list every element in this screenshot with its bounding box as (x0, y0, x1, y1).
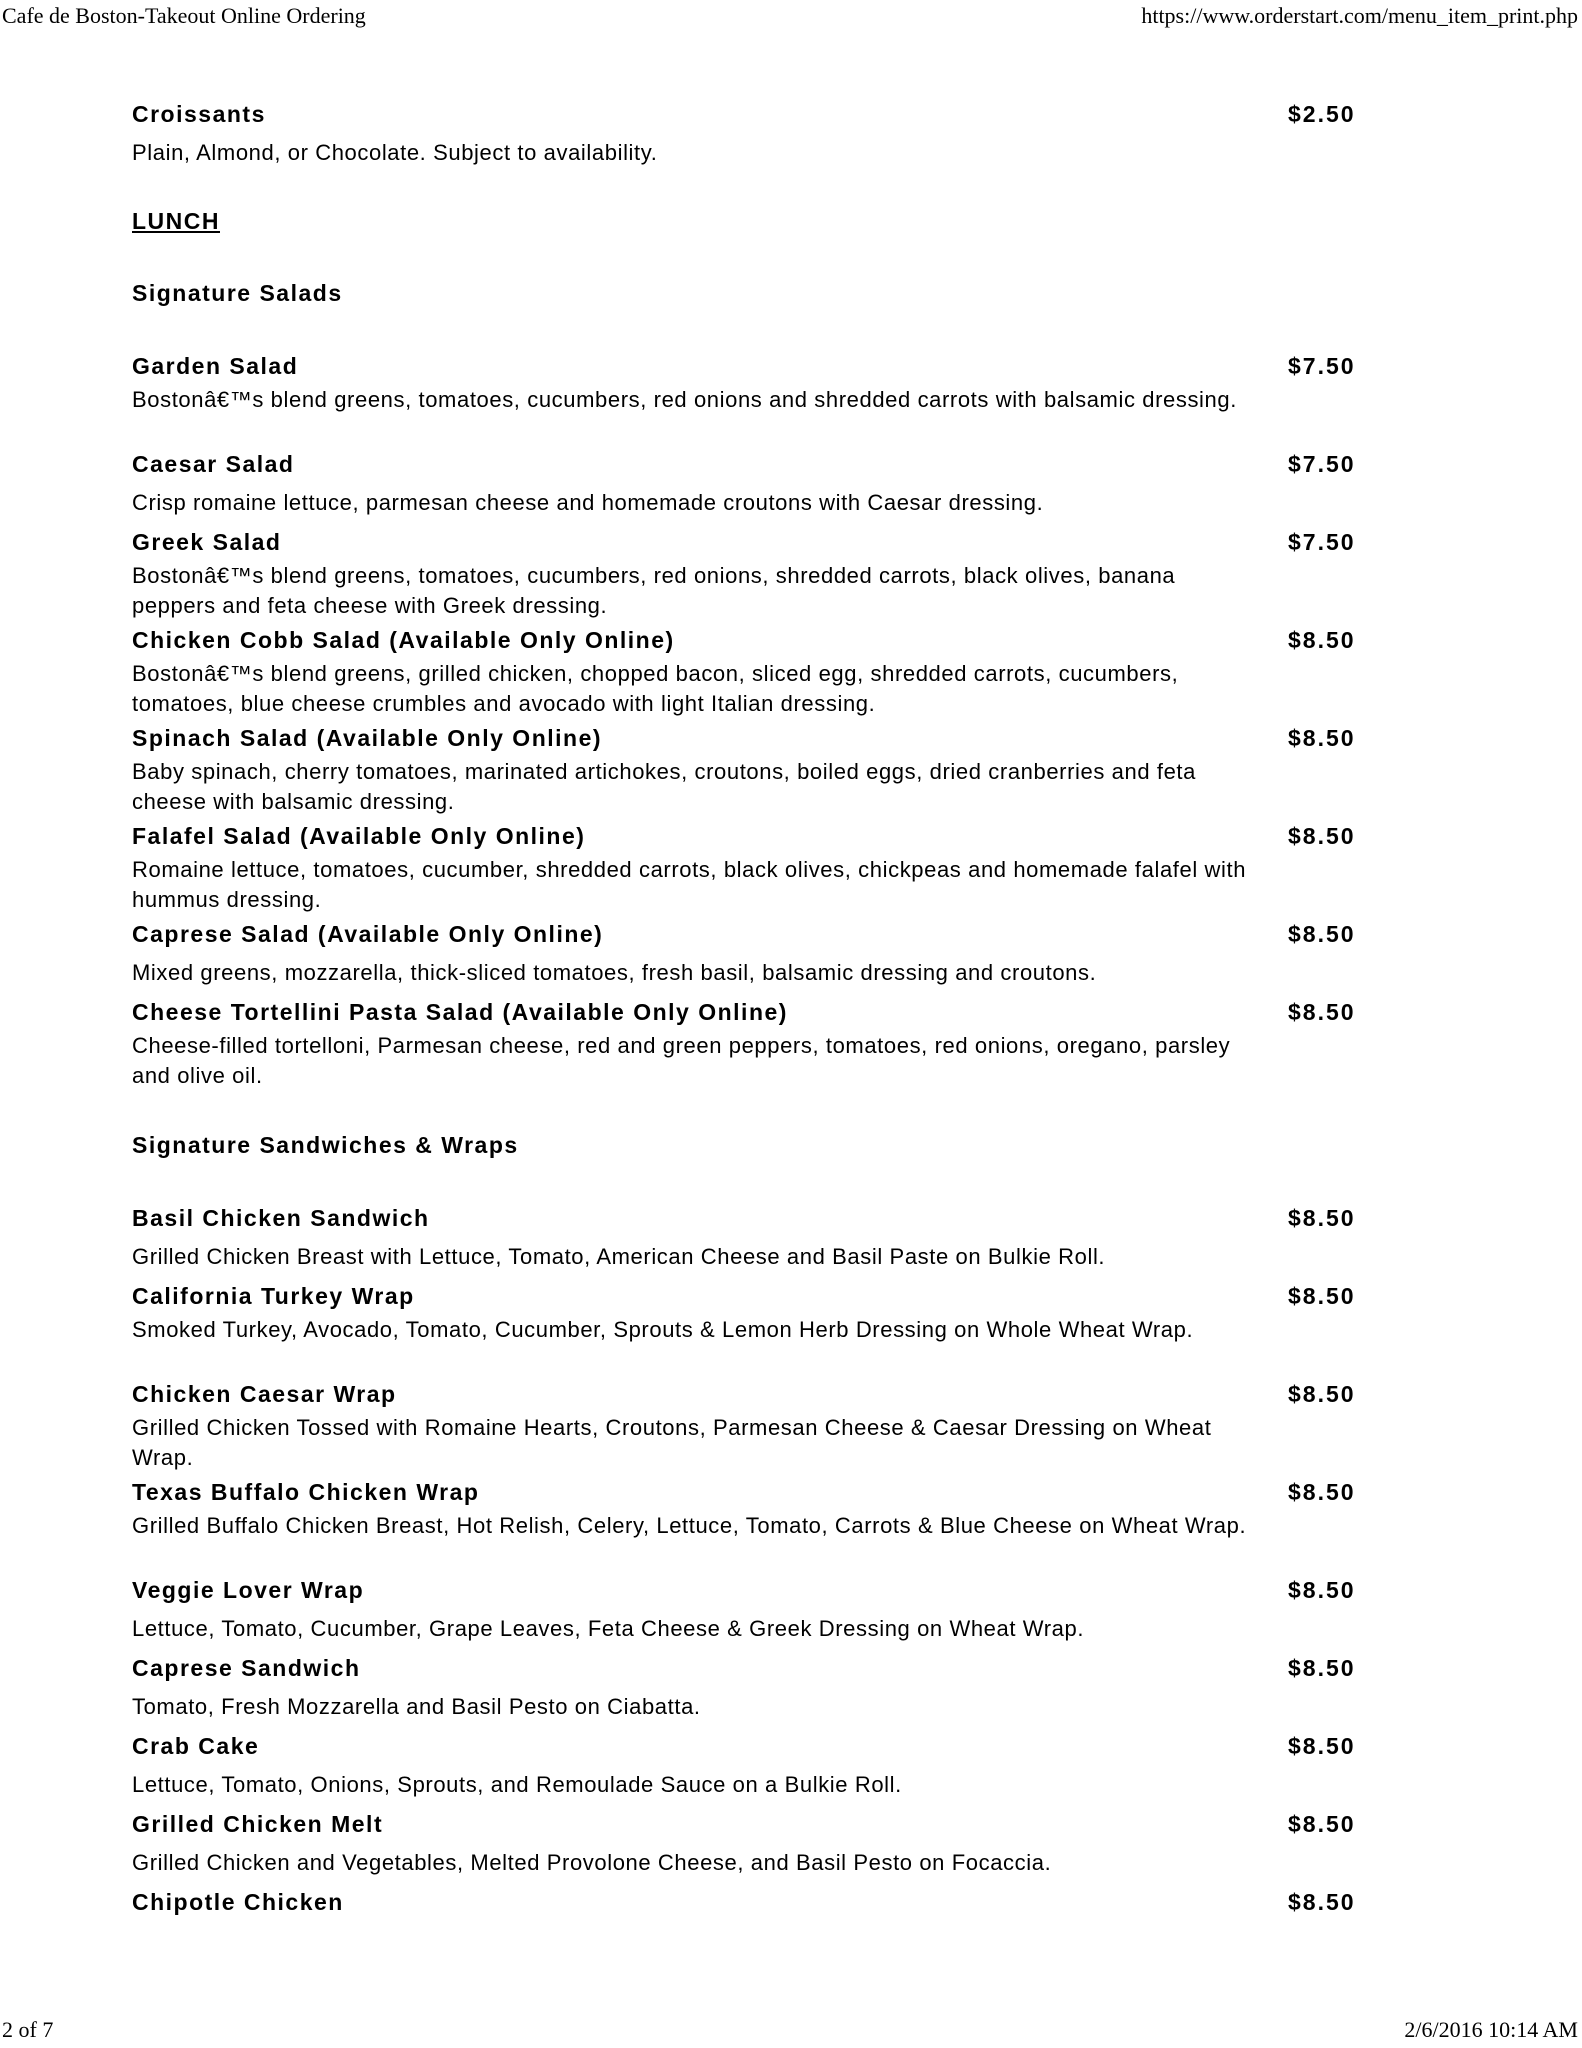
menu-item-description: Lettuce, Tomato, Cucumber, Grape Leaves, Feta Cheese & Greek Dressing on Wheat Wrap. (132, 1616, 1085, 1641)
menu-item-description: Smoked Turkey, Avocado, Tomato, Cucumber, Sprouts & Lemon Herb Dressing on Whole Wheat Wrap. (132, 1317, 1194, 1342)
menu-item-description: Plain, Almond, or Chocolate. Subject to availability. (132, 140, 658, 165)
lunch-heading: LUNCH (132, 208, 220, 234)
menu-item-price: $8.50 (1288, 1479, 1356, 1505)
menu-item-description: Crisp romaine lettuce, parmesan cheese and homemade croutons with Caesar dressing. (132, 490, 1044, 515)
menu-item-price: $8.50 (1288, 1811, 1356, 1837)
menu-item-name: Crab Cake (132, 1733, 260, 1759)
menu-item-price: $8.50 (1288, 1283, 1356, 1309)
menu-item-name: Grilled Chicken Melt (132, 1811, 384, 1837)
menu-item-price: $8.50 (1288, 1577, 1356, 1603)
menu-item-name: Basil Chicken Sandwich (132, 1205, 430, 1231)
menu-item-description: Grilled Chicken and Vegetables, Melted Provolone Cheese, and Basil Pesto on Focaccia. (132, 1850, 1052, 1875)
menu-item-description: Baby spinach, cherry tomatoes, marinated artichokes, croutons, boiled eggs, dried cranberries and feta cheese with balsamic dressing. (132, 759, 1196, 814)
menu-item-description: Mixed greens, mozzarella, thick-sliced tomatoes, fresh basil, balsamic dressing and croutons. (132, 960, 1097, 985)
menu-item-name: Texas Buffalo Chicken Wrap (132, 1479, 480, 1505)
menu-item-description: Lettuce, Tomato, Onions, Sprouts, and Remoulade Sauce on a Bulkie Roll. (132, 1772, 902, 1797)
menu-item-name: Caprese Sandwich (132, 1655, 361, 1681)
menu-item-name: Chipotle Chicken (132, 1889, 344, 1915)
menu-item-name: Chicken Cobb Salad (Available Only Online) (132, 627, 675, 653)
menu-item-price: $8.50 (1288, 823, 1356, 849)
menu-item-price: $7.50 (1288, 451, 1356, 477)
menu-item-description: Grilled Chicken Tossed with Romaine Hearts, Croutons, Parmesan Cheese & Caesar Dressing on Wheat Wrap. (132, 1415, 1212, 1470)
menu-item-name: Caprese Salad (Available Only Online) (132, 921, 604, 947)
salads-section-heading: Signature Salads (132, 280, 343, 306)
print-footer-page: 2 of 7 (2, 2017, 54, 2042)
menu-item-name: Caesar Salad (132, 451, 295, 477)
menu-item-price: $7.50 (1288, 529, 1356, 555)
menu-item-price: $8.50 (1288, 1655, 1356, 1681)
menu-item-price: $7.50 (1288, 353, 1356, 379)
menu-item-name: Falafel Salad (Available Only Online) (132, 823, 586, 849)
menu-item-price: $8.50 (1288, 1889, 1356, 1915)
menu-item-price: $2.50 (1288, 101, 1356, 127)
menu-item-description: Bostonâ€™s blend greens, grilled chicken, chopped bacon, sliced egg, shredded carrots, cucumbers, tomatoes, blue cheese crumbles and avocado with light Italian dressing. (132, 661, 1179, 716)
menu-item-description: Tomato, Fresh Mozzarella and Basil Pesto on Ciabatta. (132, 1694, 701, 1719)
menu-item-price: $8.50 (1288, 999, 1356, 1025)
menu-item-name: Cheese Tortellini Pasta Salad (Available Only Online) (132, 999, 788, 1025)
menu-item-price: $8.50 (1288, 627, 1356, 653)
menu-item-price: $8.50 (1288, 1205, 1356, 1231)
menu-item-description: Grilled Chicken Breast with Lettuce, Tomato, American Cheese and Basil Paste on Bulkie Roll. (132, 1244, 1106, 1269)
menu-item-description: Grilled Buffalo Chicken Breast, Hot Relish, Celery, Lettuce, Tomato, Carrots & Blue Cheese on Wheat Wrap. (132, 1513, 1247, 1538)
menu-item-price: $8.50 (1288, 1733, 1356, 1759)
menu-item-price: $8.50 (1288, 921, 1356, 947)
menu-item-description: Bostonâ€™s blend greens, tomatoes, cucumbers, red onions and shredded carrots with balsamic dressing. (132, 387, 1237, 412)
menu-item-name: Garden Salad (132, 353, 299, 379)
menu-item-description: Cheese-filled tortelloni, Parmesan cheese, red and green peppers, tomatoes, red onions, oregano, parsley and olive oil. (132, 1033, 1231, 1088)
menu-item-description: Bostonâ€™s blend greens, tomatoes, cucumbers, red onions, shredded carrots, black olives, banana peppers and feta cheese with Greek dressing. (132, 563, 1176, 618)
menu-content (132, 0, 1362, 2000)
menu-item-name: Greek Salad (132, 529, 282, 555)
sandwiches-section-heading: Signature Sandwiches & Wraps (132, 1132, 519, 1158)
menu-item-name: Veggie Lover Wrap (132, 1577, 365, 1603)
menu-item-price: $8.50 (1288, 1381, 1356, 1407)
menu-item-name: California Turkey Wrap (132, 1283, 415, 1309)
menu-item-name: Chicken Caesar Wrap (132, 1381, 397, 1407)
menu-item-name: Spinach Salad (Available Only Online) (132, 725, 603, 751)
menu-item-price: $8.50 (1288, 725, 1356, 751)
print-header-title: Cafe de Boston-Takeout Online Ordering (2, 3, 366, 28)
print-header-url: https://www.orderstart.com/menu_item_print.php (1141, 3, 1578, 28)
menu-item-description: Romaine lettuce, tomatoes, cucumber, shredded carrots, black olives, chickpeas and homemade falafel with hummus dressing. (132, 857, 1247, 912)
print-footer-datetime: 2/6/2016 10:14 AM (1404, 2017, 1578, 2042)
menu-item-name: Croissants (132, 101, 266, 127)
